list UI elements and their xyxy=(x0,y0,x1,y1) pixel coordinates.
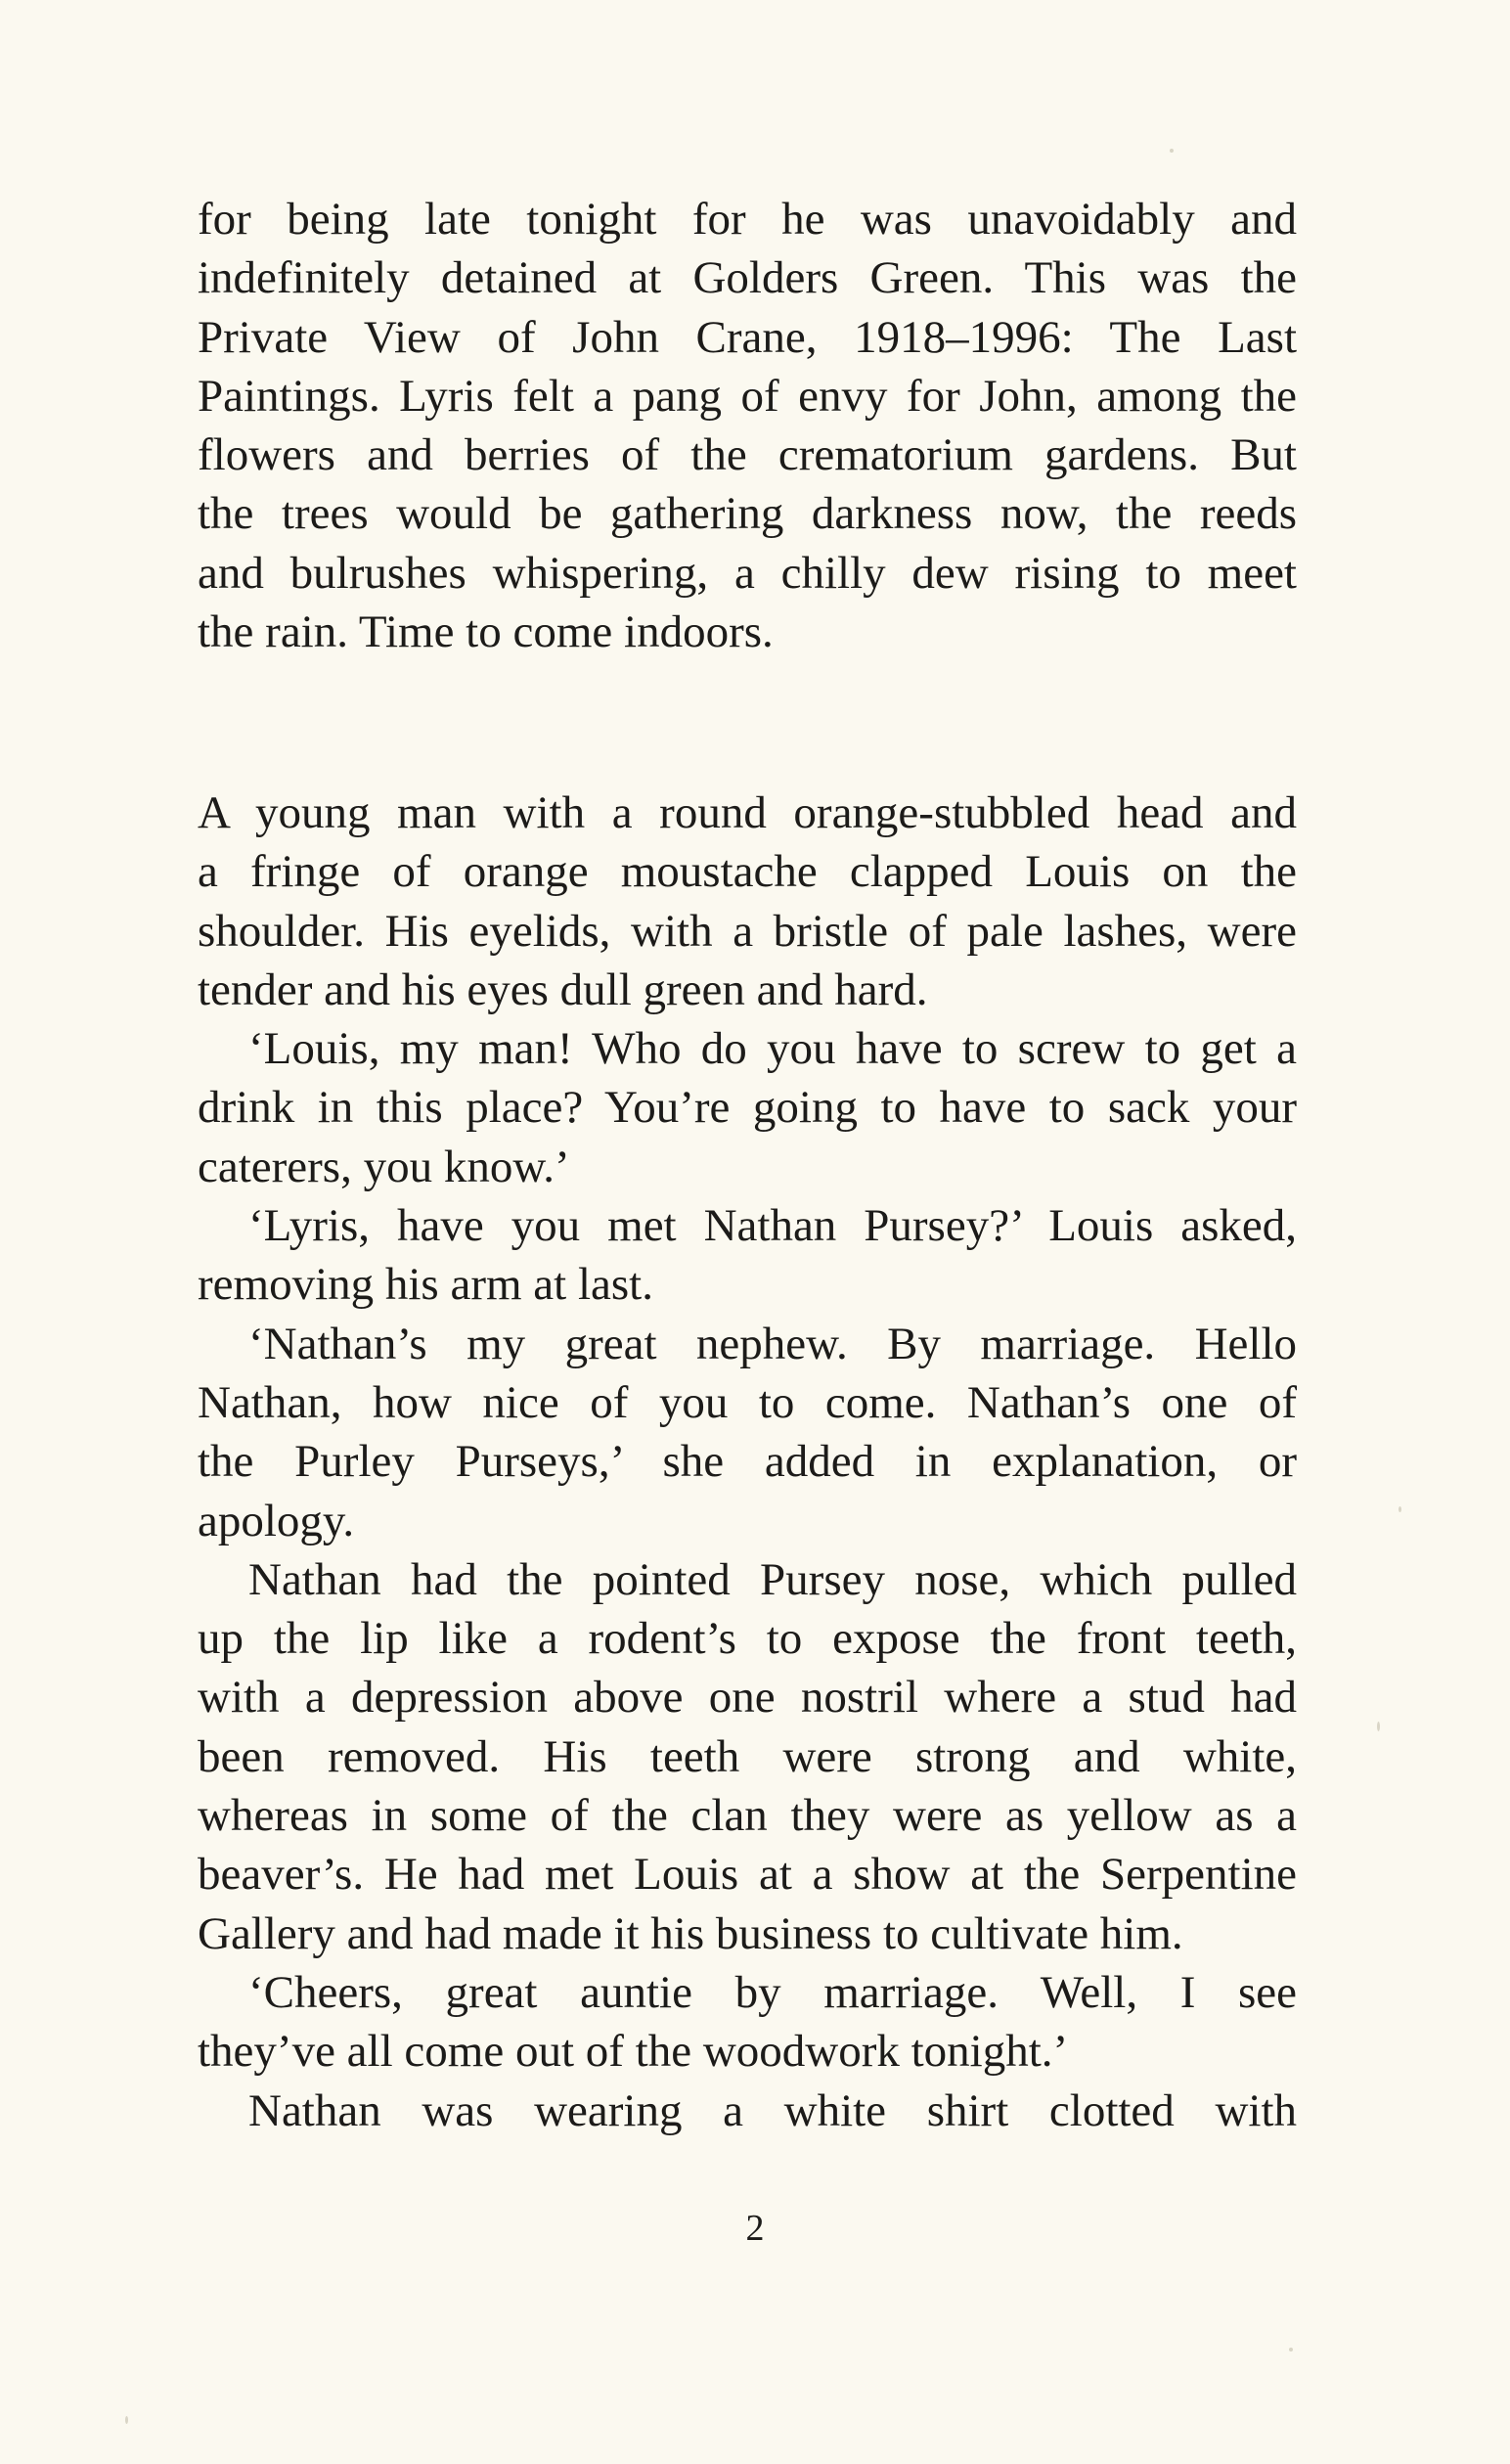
text-line: a fringe of orange moustache clapped Louis on the xyxy=(198,846,1297,898)
paper-speck xyxy=(1170,149,1174,153)
text-line: Nathan, how nice of you to come. Nathan’s one of xyxy=(198,1376,1297,1428)
text-line: A young man with a round orange-stubbled head and xyxy=(198,787,1297,838)
paragraph xyxy=(198,1963,1297,2082)
text-line: Nathan was wearing a white shirt clotted with xyxy=(248,2084,1297,2136)
text-line: caterers, you know.’ xyxy=(198,1141,570,1192)
text-line: up the lip like a rodent’s to expose the front teeth, xyxy=(198,1613,1297,1665)
text-line: the trees would be gathering darkness now, the reeds xyxy=(198,488,1297,540)
text-line: whereas in some of the clan they were as yellow as a xyxy=(198,1790,1297,1842)
text-line: drink in this place? You’re going to have to sack your xyxy=(198,1082,1297,1134)
paper-speck xyxy=(1399,1506,1401,1512)
text-line: Nathan had the pointed Pursey nose, which pulled xyxy=(248,1553,1297,1605)
paragraph xyxy=(198,784,1297,1019)
paragraph xyxy=(198,2082,1297,2140)
text-line: apology. xyxy=(198,1495,355,1546)
text-line: for being late tonight for he was unavoidably and xyxy=(198,194,1297,245)
paragraph xyxy=(198,190,1297,661)
section-1 xyxy=(198,190,1297,661)
paper-speck xyxy=(125,2416,128,2424)
text-line: beaver’s. He had met Louis at a show at the Serpentine xyxy=(198,1849,1297,1901)
text-line: ‘Lyris, have you met Nathan Pursey?’ Louis asked, xyxy=(248,1200,1297,1252)
text-line: been removed. His teeth were strong and white, xyxy=(198,1730,1297,1782)
text-line: Paintings. Lyris felt a pang of envy for John, among the xyxy=(198,370,1297,422)
paragraph xyxy=(198,1019,1297,1196)
text-line: flowers and berries of the crematorium gardens. But xyxy=(198,429,1297,481)
paragraph xyxy=(198,1315,1297,1550)
paper-speck xyxy=(1289,2348,1293,2352)
text-line: they’ve all come out of the woodwork tonight.’ xyxy=(198,2026,1069,2078)
text-line: tender and his eyes dull green and hard. xyxy=(198,963,928,1015)
text-line: ‘Louis, my man! Who do you have to screw to get a xyxy=(248,1023,1297,1075)
page-number: 2 xyxy=(745,2208,765,2249)
text-line: ‘Nathan’s my great nephew. By marriage. Hello xyxy=(248,1318,1297,1369)
text-line: ‘Cheers, great auntie by marriage. Well, I see xyxy=(248,1966,1297,2018)
text-line: the Purley Purseys,’ she added in explanation, or xyxy=(198,1436,1297,1488)
text-line: with a depression above one nostril where a stud had xyxy=(198,1672,1297,1724)
text-line: Gallery and had made it his business to cultivate him. xyxy=(198,1907,1183,1959)
paragraph xyxy=(198,1550,1297,1963)
text-line: indefinitely detained at Golders Green. This was the xyxy=(198,252,1297,304)
text-line: the rain. Time to come indoors. xyxy=(198,606,774,658)
text-line: removing his arm at last. xyxy=(198,1259,653,1311)
paragraph xyxy=(198,1196,1297,1315)
text-line: and bulrushes whispering, a chilly dew rising to meet xyxy=(198,547,1297,599)
text-line: shoulder. His eyelids, with a bristle of pale lashes, were xyxy=(198,905,1297,957)
text-line: Private View of John Crane, 1918–1996: The Last xyxy=(198,311,1297,363)
paper-speck xyxy=(1377,1722,1380,1731)
section-2 xyxy=(198,784,1297,2140)
